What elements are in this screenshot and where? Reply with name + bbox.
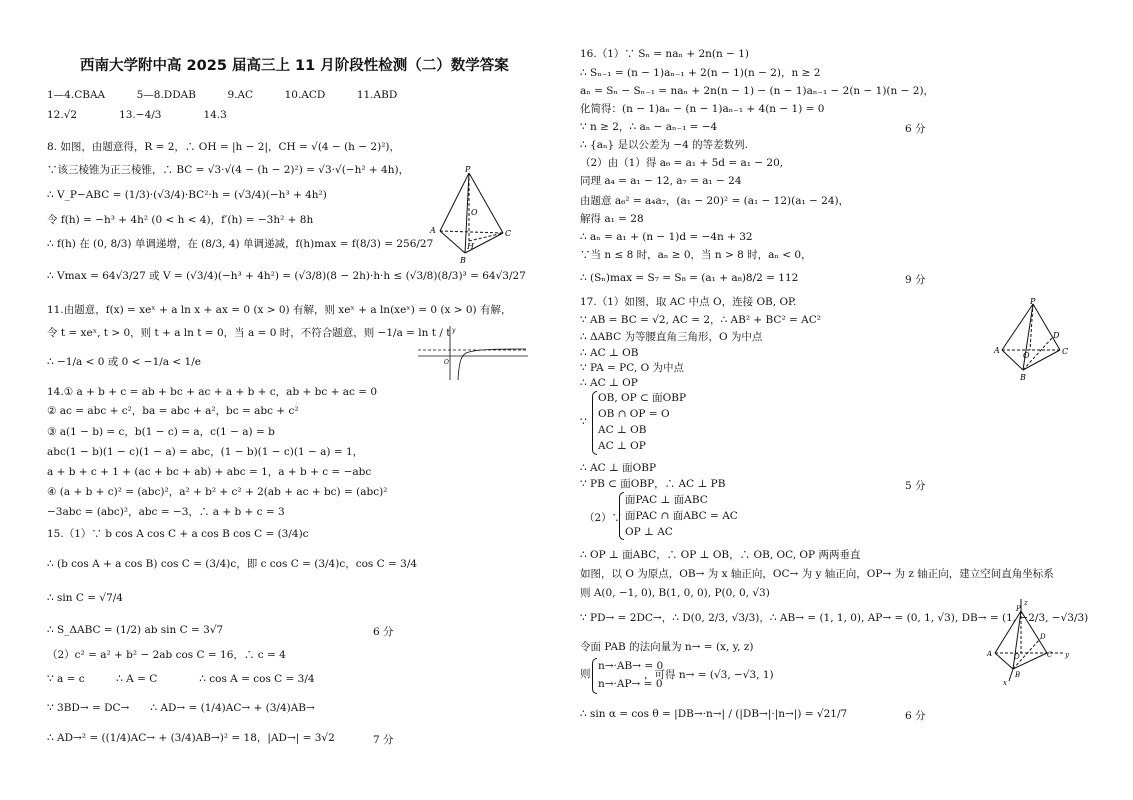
answer-line: 15.（1）∵ b cos A cos C + a cos B cos C = (3/4)c [47, 528, 309, 540]
answer-line: ，可得 n→ = (√3, −√3, 1) [644, 669, 774, 681]
answer-line: OB, OP ⊂ 面OBP [598, 392, 687, 404]
answer-line: ∴ sin α = cos θ = |DB→·n→| / (|DB→|·|n→|) = √21/7 [580, 708, 848, 720]
answer-line: aₙ = Sₙ − Sₙ₋₁ = naₙ + 2n(n − 1) − (n − 1)aₙ₋₁ − 2(n − 1)(n − 2)， [580, 85, 935, 97]
answer-line: ∴ OP ⊥ 面ABC，∴ OP ⊥ OB，∴ OB, OC, OP 两两垂直 [580, 549, 861, 561]
then-symbol: 则 [580, 668, 591, 680]
pyramid-figure-q8 [425, 163, 520, 268]
answer-line: −3abc = (abc)²，abc = −3，∴ a + b + c = 3 [47, 506, 285, 518]
label-A: A [994, 346, 1000, 355]
answer-line: ∴ V_P−ABC = (1/3)·(√3/4)·BC²·h = (√3/4)(−h³ + 4h²) [47, 189, 327, 201]
answer-line: 由题意 a₆² = a₄a₇，(a₁ − 20)² = (a₁ − 12)(a₁ − 24)， [580, 195, 850, 207]
answer-line: ∴ f(h) 在 (0, 8/3) 单调递增，在 (8/3, 4) 单调递减，f(h)max = f(8/3) = 256/27 [47, 238, 434, 250]
label-C: C [1062, 347, 1069, 356]
answer-line: ∵ 3BD→ = DC→ ∴ AD→ = (1/4)AC→ + (3/4)AB→ [47, 702, 315, 714]
answer-line: ∵当 n ≤ 8 时，aₙ ≥ 0，当 n > 8 时，aₙ < 0， [580, 249, 812, 261]
label-O: O [471, 208, 478, 217]
answer-line: ∴ AC ⊥ OB [580, 347, 639, 359]
function-graph-q11 [418, 322, 530, 382]
pyramid-axes-figure-q17 [985, 595, 1075, 687]
label-B: B [460, 256, 466, 265]
label-P: P [1030, 297, 1036, 306]
answer-line: ∴ Sₙ₋₁ = (n − 1)aₙ₋₁ + 2(n − 1)(n − 2)，n ≥ 2 [580, 67, 821, 79]
score-mark: 6 分 [373, 626, 394, 638]
label-O: O [1014, 653, 1020, 661]
answer-line: ∵该三棱锥为正三棱锥，∴ BC = √3·√(4 − (h − 2)²) = √3·√(−h² + 4h)， [47, 164, 410, 176]
score-mark: 7 分 [373, 734, 394, 746]
answer-line: 11.由题意，f(x) = xeˣ + a ln x + ax = 0 (x > 0) 有解，则 xeˣ + a ln(xeˣ) = 0 (x > 0) 有解， [47, 304, 512, 316]
answer-line: 面PAC ∩ 面ABC = AC [625, 510, 738, 522]
graph-origin-label: O [444, 359, 449, 366]
answer-line: AC ⊥ OB [598, 424, 647, 436]
answer-line: a + b + c + 1 + (ac + bc + ab) + abc = 1，a + b + c = −abc [47, 466, 372, 478]
answer-line: 8. 如图，由题意得，R = 2，∴ OH = |h − 2|，CH = √(4 − (h − 2)²)， [47, 141, 401, 153]
answer-line: 如图，以 O 为原点，OB→ 为 x 轴正向，OC→ 为 y 轴正向，OP→ 为 z 轴正向，建立空间直角坐标系 [580, 568, 1054, 580]
answer-line: ④ (a + b + c)² = (abc)²，a² + b² + c² + 2(ab + ac + bc) = (abc)² [47, 486, 388, 498]
answer-line: ∵ PB ⊂ 面OBP，∴ AC ⊥ PB [580, 478, 726, 490]
score-mark: 5 分 [905, 480, 926, 492]
answer-line: ∵ n ≥ 2，∴ aₙ − aₙ₋₁ = −4 [580, 121, 718, 133]
answer-line: ∴ −1/a < 0 或 0 < −1/a < 1/e [47, 356, 201, 368]
label-D: D [1040, 633, 1046, 641]
answer-line: ∴ (b cos A + a cos B) cos C = (3/4)c，即 c cos C = (3/4)c，cos C = 3/4 [47, 558, 418, 570]
score-mark: 6 分 [905, 710, 926, 722]
answer-line: 14.① a + b + c = ab + bc + ac + a + b + c，ab + bc + ac = 0 [47, 386, 378, 398]
answer-line: ∴ {aₙ} 是以公差为 −4 的等差数列. [580, 139, 749, 151]
label-x: x [1003, 679, 1007, 687]
label-C: C [1047, 651, 1053, 659]
label-P: P [1016, 605, 1021, 613]
score-mark: 9 分 [905, 274, 926, 286]
label-B: B [1015, 671, 1021, 679]
answer-line: ∴ ΔABC 为等腰直角三角形，O 为中点 [580, 331, 763, 343]
answer-line: 令面 PAB 的法向量为 n→ = (x, y, z) [580, 641, 754, 653]
answer-line: ∴ (Sₙ)max = S₇ = S₈ = (a₁ + a₈)8/2 = 112 [580, 272, 799, 284]
answer-line: OP ⊥ AC [625, 526, 673, 538]
answer-line: （2）c² = a² + b² − 2ab cos C = 16，∴ c = 4 [47, 649, 286, 661]
answer-line: 化简得：(n − 1)aₙ − (n − 1)aₙ₋₁ + 4(n − 1) = 0 [580, 103, 825, 115]
answer-line: ∴ S_ΔABC = (1/2) ab sin C = 3√7 [47, 624, 224, 636]
answer-line: ③ a(1 − b) = c，b(1 − c) = a，c(1 − a) = b [47, 426, 275, 438]
answer-line: n→·AB→ = 0 [598, 660, 664, 672]
answer-line: ∵ PD→ = 2DC→，∴ D(0, 2/3, √3/3)，∴ AB→ = (1, 1, 0), AP→ = (0, 1, √3), DB→ = (1, −2/3, −√3/3) [580, 612, 1089, 624]
label-z: z [1024, 599, 1028, 607]
answer-line: 16.（1）∵ Sₙ = naₙ + 2n(n − 1) [580, 48, 750, 60]
answer-line: OB ∩ OP = O [598, 408, 670, 420]
label-C: C [505, 229, 512, 238]
label-O: O [1023, 351, 1030, 360]
because-symbol: ∵ [580, 416, 587, 428]
answer-line: ∴ AD→² = ((1/4)AC→ + (3/4)AB→)² = 18，|AD→| = 3√2 [47, 732, 335, 744]
answer-line: 面PAC ⊥ 面ABC [625, 494, 708, 506]
answer-line: 同理 a₄ = a₁ − 12, a₇ = a₁ − 24 [580, 175, 742, 187]
label-P: P [465, 165, 471, 174]
label-y: y [1065, 651, 1069, 659]
score-mark: 6 分 [905, 123, 926, 135]
document-title: 西南大学附中高 2025 届高三上 11 月阶段性检测（二）数学答案 [80, 58, 509, 74]
answer-line: 解得 a₁ = 28 [580, 213, 644, 225]
answer-line: 令 t = xeˣ, t > 0，则 t + a ln t = 0，当 a = 0 时，不符合题意，则 −1/a = ln t / t [47, 327, 451, 339]
answer-line: 17.（1）如图，取 AC 中点 O，连接 OB, OP. [580, 296, 797, 308]
label-B: B [1020, 373, 1026, 382]
answer-line: 12.√2 13.−4/3 14.3 [47, 109, 227, 121]
step-label: （2）∵ [584, 512, 623, 524]
answer-line: n→·AP→ = 0 [598, 678, 663, 690]
answer-line: abc(1 − b)(1 − c)(1 − a) = abc，(1 − b)(1 − c)(1 − a) = 1， [47, 446, 364, 458]
brace [619, 492, 624, 540]
label-D: D [1053, 331, 1060, 340]
answer-line: 则 A(0, −1, 0), B(1, 0, 0), P(0, 0, √3) [580, 587, 770, 599]
label-H: H [467, 242, 474, 251]
brace [592, 658, 597, 694]
answer-line: AC ⊥ OP [598, 440, 646, 452]
answer-line: ∵ AB = BC = √2, AC = 2，∴ AB² + BC² = AC² [580, 314, 821, 326]
answer-line: 令 f(h) = −h³ + 4h² (0 < h < 4)，f′(h) = −3h² + 8h [47, 214, 314, 226]
label-A: A [430, 226, 436, 235]
answer-line: 1—4.CBAA 5—8.DDAB 9.AC 10.ACD 11.ABD [47, 89, 398, 101]
label-A: A [987, 650, 993, 658]
brace [592, 391, 597, 455]
answer-line: （2）由（1）得 a₆ = a₁ + 5d = a₁ − 20, [580, 157, 784, 169]
answer-line: ∵ PA = PC, O 为中点 [580, 362, 685, 374]
pyramid-figure-q17 [990, 296, 1070, 382]
answer-line: ∵ a = c ∴ A = C ∴ cos A = cos C = 3/4 [47, 673, 315, 685]
answer-line: ∴ aₙ = a₁ + (n − 1)d = −4n + 32 [580, 231, 753, 243]
answer-line: ∴ AC ⊥ 面OBP [580, 462, 657, 474]
graph-axis-label: y [452, 327, 456, 334]
answer-line: ∴ sin C = √7/4 [47, 592, 123, 604]
answer-line: ② ac = abc + c²，ba = abc + a²，bc = abc + c² [47, 405, 299, 417]
answer-line: ∴ AC ⊥ OP [580, 377, 638, 389]
answer-line: ∴ Vmax = 64√3/27 或 V = (√3/4)(−h³ + 4h²) = (√3/8)(8 − 2h)·h·h ≤ (√3/8)(8/3)³ = 64√3/27 [47, 270, 526, 282]
